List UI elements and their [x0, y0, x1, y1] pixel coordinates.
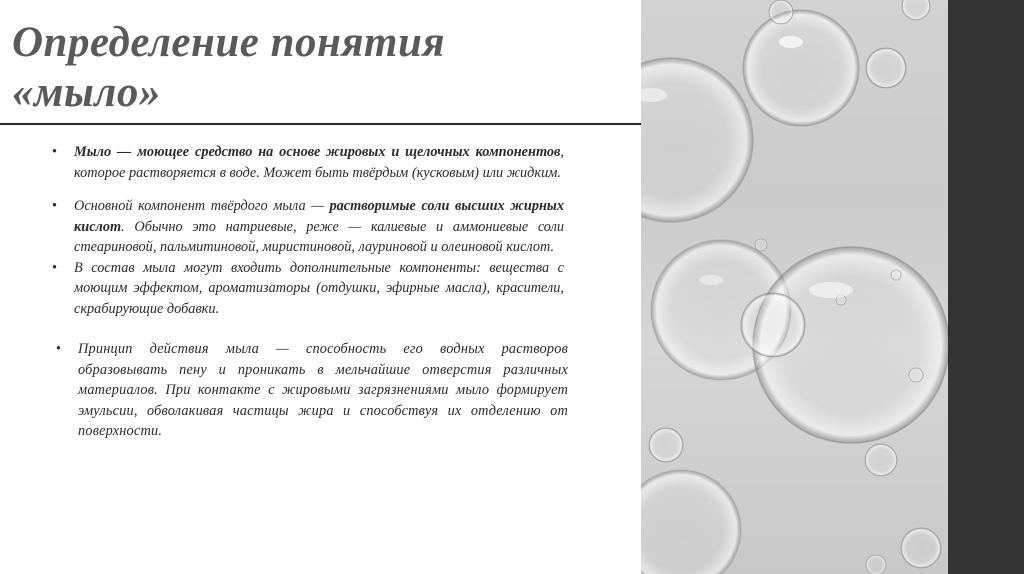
bullet-item: [48, 196, 564, 258]
bullet-item: [48, 258, 564, 320]
bullet-text: Принцип действия мыла — способность его водных растворов образовывать пену и проникать в мельчайшие отверстия различных материалов. При контакте с жировыми загрязнениями мыло формирует эмульсии, обволакивая частицы жира и способствуя их отделению от поверхности.: [78, 341, 568, 439]
bullet-dot: •: [52, 198, 58, 214]
bullet-item: [52, 339, 568, 442]
title-divider: [0, 123, 641, 125]
bullet-dot: •: [52, 144, 58, 160]
bullet-item: [48, 142, 564, 183]
soap-bubbles-illustration: [641, 0, 948, 574]
bullet-bold-text: Мыло — моющее средство на основе жировых и щелочных компонентов: [74, 144, 561, 160]
bullet-dot: •: [52, 259, 58, 276]
bullet-list: [48, 142, 568, 442]
slide-title: [12, 18, 612, 118]
right-sidebar-bar: [948, 0, 1024, 574]
slide-title-line2: «мыло»: [12, 69, 161, 116]
bullet-text: , которое растворяется в воде. Может быть твёрдым (кусковым) или жидким.: [74, 144, 564, 181]
soap-bubbles-photo: [641, 0, 948, 574]
bullet-text: . Обычно это натриевые, реже — калиевые и аммониевые соли стеариновой, пальмитиновой, миристиновой, лауриновой и олеиновой кислот.: [74, 218, 564, 255]
bullet-text: В состав мыла могут входить дополнительные компоненты: вещества с моющим эффектом, ароматизаторы (отдушки, эфирные масла), красители, скрабирующие добавки.: [74, 259, 564, 317]
bullet-text: Основной компонент твёрдого мыла —: [74, 198, 330, 214]
slide-title-line1: Определение понятия: [12, 19, 446, 66]
bullet-bold-text: растворимые соли высших жирных кислот: [74, 198, 564, 235]
bullet-dot: •: [56, 341, 62, 357]
